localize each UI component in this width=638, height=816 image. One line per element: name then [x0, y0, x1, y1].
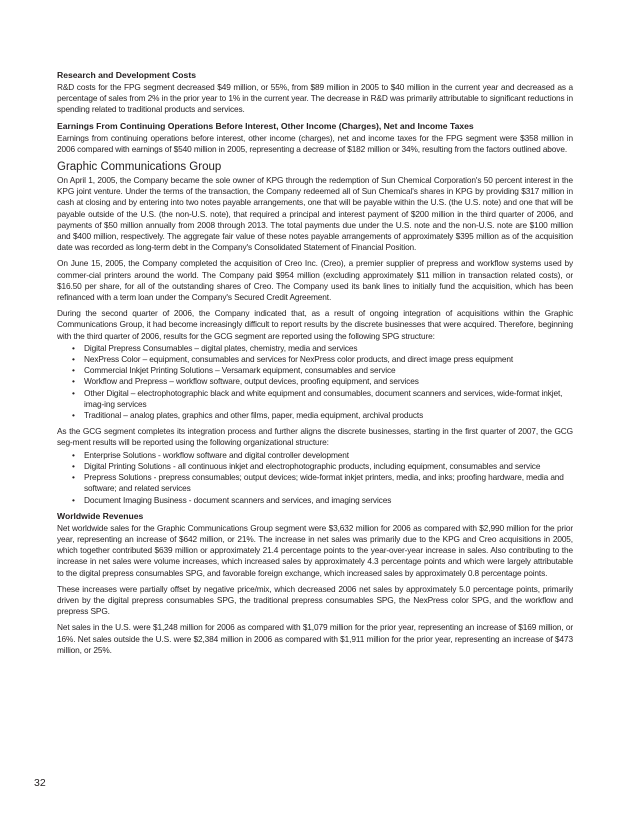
gcg-paragraph-4: As the GCG segment completes its integration process and further aligns the discrete businesses, starting in the first quarter of 2007, the GCG seg-ment results will be reported using the following organizational structure: [57, 426, 573, 448]
list-item: • Enterprise Solutions - workflow software and digital controller development [72, 449, 349, 460]
revenues-paragraph-1: Net worldwide sales for the Graphic Communications Group segment were $3,632 million for 2006 as compared with $2,990 million for the prior year, representing an increase of $642 million, or 21%. The increase in net sales was primarily due to the KPG and Creo acquisitions in 2005, which together contributed $639 million or approximately 21.4 percentage points to the year-over-year increase in sales. Also contributing to the increase in net sales were volume increases, which increased sales by approximately 4.3 percentage points and which were largely attributable to the digital prepress consumables SPG, and favorable foreign exchange, which increased sales by approximately 0.8 percentage points. [57, 522, 573, 578]
earnings-paragraph: Earnings from continuing operations before interest, other income (charges), net and income taxes for the FPG segment were $358 million in 2006 compared with earnings of $540 million in 2005, representing a decrease of $182 million or 34%, resulting from the factors outlined above. [57, 132, 573, 154]
bullet-icon: • [72, 387, 75, 398]
list-item: • Traditional – analog plates, graphics and other films, paper, media equipment, archival products [72, 410, 424, 421]
revenues-paragraph-2: These increases were partially offset by negative price/mix, which decreased 2006 net sales by approximately 5.0 percentage points, primarily driven by the digital prepress consumables SPG, the traditional prepress consumables SPG, the NexPress color SPG, and the workflow and prepress SPG. [57, 583, 573, 617]
earnings-heading: Earnings From Continuing Operations Before Interest, Other Income (Charges), Net and Income Taxes [57, 120, 474, 131]
list-item: • Document Imaging Business - document scanners and services, and imaging services [72, 494, 392, 505]
bullet-icon: • [72, 449, 75, 460]
spg-structure-list [57, 343, 573, 421]
bullet-icon: • [72, 410, 75, 421]
list-item: • Workflow and Prepress – workflow software, output devices, proofing equipment, and services [72, 376, 419, 387]
list-item: • Other Digital – electrophotographic black and white equipment and consumables, document scanners and services, wide-format inkjet, imag-ing services [72, 387, 563, 409]
list-item: • Digital Prepress Consumables – digital plates, chemistry, media and services [72, 342, 358, 353]
revenues-heading: Worldwide Revenues [57, 510, 144, 521]
list-item: • Digital Printing Solutions - all continuous inkjet and electrophotographic products, including equipment, consumables and service [72, 460, 541, 471]
gcg-paragraph-3: During the second quarter of 2006, the Company indicated that, as a result of ongoing integration of acquisitions within the Graphic Communications Group, it had become increasingly difficult to report results by the discrete businesses that were acquired. Therefore, beginning with the third quarter of 2006, results for the GCG segment are reported using the following SPG structure: [57, 308, 573, 341]
org-structure-list [57, 450, 573, 506]
list-item: • NexPress Color – equipment, consumables and services for NexPress color products, and direct image press equipment [72, 354, 514, 365]
rd-paragraph: R&D costs for the FPG segment decreased $49 million, or 55%, from $89 million in 2005 to $40 million in the current year and decreased as a percentage of sales from 2% in the prior year to 1% in the current year. The decrease in R&D was primarily attributable to significant reductions in spending related to traditional products and services. [57, 82, 573, 115]
bullet-icon: • [72, 494, 75, 505]
gcg-section-title: Graphic Communications Group [57, 161, 222, 174]
bullet-icon: • [72, 342, 75, 353]
bullet-icon: • [72, 365, 75, 376]
bullet-icon: • [72, 472, 75, 483]
bullet-icon: • [72, 354, 75, 365]
gcg-paragraph-2: On June 15, 2005, the Company completed the acquisition of Creo Inc. (Creo), a premier supplier of prepress and workflow systems used by commer-cial printers around the world. The Company paid $954 million (excluding approximately $11 million in transaction related costs), or $16.50 per share, for all of the outstanding shares of Creo. The Company used its bank lines to initially fund the acquisition, which has been refinanced with a term loan under the Company's Secured Credit Agreement. [57, 258, 573, 303]
gcg-paragraph-1: On April 1, 2005, the Company became the sole owner of KPG through the redemption of Sun Chemical Corporation's 50 percent interest in the KPG joint venture. Under the terms of the transaction, the Company redeemed all of Sun Chemical's shares in KPG by providing $317 million in cash at closing and by entering into two notes payable arrangements, one that will be payable within the U.S. (the U.S. note) and one that will be payable outside of the U.S. (the non-U.S. note), that required a principal and interest payment of $200 million in the third quarter of 2006, and payments of $50 million annually from 2008 through 2013. The total payments due under the U.S. note and the non-U.S. note are $100 million and $400 million, respectively. The aggregate fair value of these notes payable arrangements of approximately $395 million as of the acquisition date was recorded as long-term debt in the Company's Consolidated Statement of Financial Position. [57, 175, 573, 253]
revenues-paragraph-3: Net sales in the U.S. were $1,248 million for 2006 as compared with $1,079 million for the prior year, representing an increase of $169 million, or 16%. Net sales outside the U.S. were $2,384 million in 2006 as compared with $1,911 million for the prior year, representing an increase of $473 million, or 25%. [57, 622, 573, 655]
bullet-icon: • [72, 460, 75, 471]
document-page [57, 70, 573, 661]
bullet-icon: • [72, 376, 75, 387]
list-item: • Commercial Inkjet Printing Solutions – Versamark equipment, consumables and service [72, 365, 396, 376]
page-number: 32 [34, 777, 46, 789]
list-item: • Prepress Solutions - prepress consumables; output devices; wide-format inkjet printers, media, and inks; proofing hardware, media and software; and related services [72, 472, 564, 494]
rd-heading: Research and Development Costs [57, 70, 196, 80]
